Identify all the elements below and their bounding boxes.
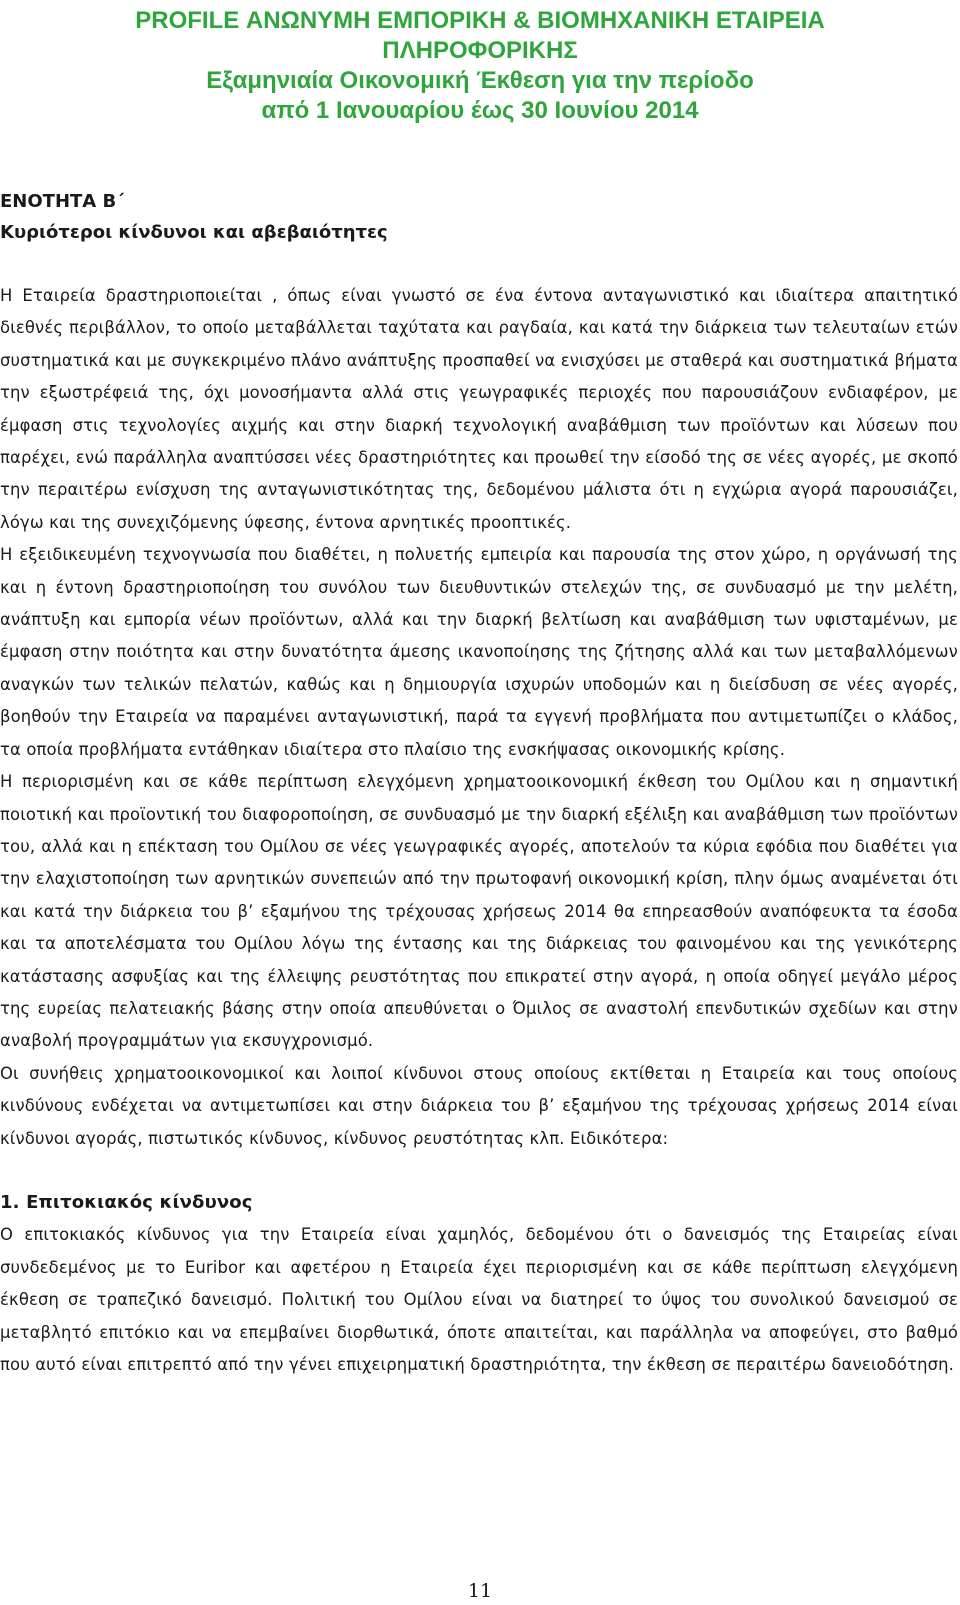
page-number: 11: [467, 1580, 493, 1602]
paragraph-know-how: Η εξειδικευμένη τεχνογνωσία που διαθέτει, η πολυετής εμπειρία και παρουσία της στον χώρο, η οργάνωσή της και η έντονη δραστηριοποίηση του συνόλου των διευθυντικών στελεχών της, σε συνδυασμό με την μελέτη, ανάπτυξη και εμπορία νέων προϊόντων, αλλά και την διαρκή βελτίωση και αναβάθμιση των υφισταμένων, με έμφαση στην ποιότητα και στην δυνατότητα άμεσης ικανοποίησης της ζήτησης αλλά και των μεταβαλλόμενων αναγκών των τελικών πελατών, καθώς και η δημιουργία ισχυρών υποδομών και η διείσδυση σε νέες αγορές, βοηθούν την Εταιρεία να παραμένει ανταγωνιστική, παρά τα εγγενή προβλήματα που αντιμετωπίζει ο κλάδος, τα οποία προβλήματα εντάθηκαν ιδιαίτερα στο πλαίσιο της ενσκήψασας οικονομικής κρίσης.: [0, 545, 958, 759]
subsection-title: 1. Επιτοκιακός κίνδυνος: [0, 1191, 253, 1213]
spacer: [0, 1155, 958, 1187]
paragraph-financial-exposure: Η περιορισμένη και σε κάθε περίπτωση ελεγχόμενη χρηματοοικονομική έκθεση του Ομίλου και η σημαντική ποιοτική και προϊοντική του διαφοροποίηση, σε συνδυασμό με την διαρκή εξέλιξη και αναβάθμιση των προϊόντων του, αλλά και η επέκταση του Ομίλου σε νέες γεωγραφικές αγορές, αποτελούν τα κύρια εφόδια που διαθέτει για την ελαχιστοποίηση των αρνητικών συνεπειών από την πρωτοφανή οικονομική κρίση, πλην όμως αναμένεται ότι και κατά την διάρκεια του β’ εξαμήνου της τρέχουσας χρήσεως 2014 θα επηρεασθούν αναπόφευκτα τα έσοδα και τα αποτελέσματα του Ομίλου λόγω της έντασης και της διάρκειας του φαινομένου και της γενικότερης κατάστασης ασφυξίας και της έλλειψης ρευστότητας που επικρατεί στην αγορά, η οποία οδηγεί μεγάλο μέρος της ευρείας πελατειακής βάσης στην οποία απευθύνεται ο Όμιλος σε αναστολή επενδυτικών σχεδίων και στην αναβολή προγραμμάτων για εκσυγχρονισμό.: [0, 772, 958, 1051]
document-header: [60, 6, 900, 126]
section-heading: [0, 186, 388, 248]
paragraph-interest-rate-risk: Ο επιτοκιακός κίνδυνος για την Εταιρεία είναι χαμηλός, δεδομένου ότι ο δανεισμός της Εταιρείας είναι συνδεδεμένος με το Euribor και αφετέρου η Εταιρεία έχει περιορισμένη και σε κάθε περίπτωση ελεγχόμενη έκθεση σε τραπεζικό δανεισμό. Πολιτική του Ομίλου είναι να διατηρεί το ύψος του συνολικού δανεισμού σε μεταβλητό επιτόκιο και να επεμβαίνει διορθωτικά, όποτε απαιτείται, και παράλληλα να αποφεύγει, στο βαθμό που αυτό είναι επιτρεπτό από την γένει επιχειρηματική δραστηριότητα, την έκθεση σε περαιτέρω δανειοδότηση.: [0, 1225, 958, 1374]
paragraph-competition: Η Εταιρεία δραστηριοποιείται , όπως είναι γνωστό σε ένα έντονα ανταγωνιστικό και ιδιαίτερα απαιτητικό διεθνές περιβάλλον, το οποίο μεταβάλλεται ταχύτατα και ραγδαία, και κατά την διάρκεια των τελευταίων ετών συστηματικά και με συγκεκριμένο πλάνο ανάπτυξης προσπαθεί να ενισχύσει με σταθερά και συστηματικά βήματα την εξωστρέφειά της, όχι μονοσήμαντα αλλά στις γεωγραφικές περιοχές που παρουσιάζουν ενδιαφέρον, με έμφαση στις τεχνολογίες αιχμής και στην διαρκή τεχνολογική αναβάθμιση των προϊόντων και λύσεων που παρέχει, ενώ παράλληλα αναπτύσσει νέες δραστηριότητες και προωθεί την είσοδό της σε νέες αγορές, με σκοπό την περαιτέρω ενίσχυση της ανταγωνιστικότητας της, δεδομένου μάλιστα ότι η εγχώρια αγορά παρουσιάζει, λόγω και της συνεχιζόμενης ύφεσης, έντονα αρνητικές προοπτικές.: [0, 286, 958, 532]
paragraph-risks-intro: Οι συνήθεις χρηματοοικονομικοί και λοιποί κίνδυνοι στους οποίους εκτίθεται η Εταιρεία και τους οποίους κινδύνους ενδέχεται να αντιμετωπίσει και στην διάρκεια του β’ εξαμήνου της τρέχουσας χρήσεως 2014 είναι κίνδυνοι αγοράς, πιστωτικός κίνδυνος, κίνδυνος ρευστότητας κλπ. Ειδικότερα:: [0, 1063, 958, 1148]
company-name-continued: ΠΛΗΡΟΦΟΡΙΚΗΣ: [382, 37, 578, 64]
report-period: από 1 Ιανουαρίου έως 30 Ιουνίου 2014: [261, 97, 699, 124]
document-body: [0, 280, 958, 1381]
report-title: Εξαμηνιαία Οικονομική Έκθεση για την περίοδο: [206, 67, 754, 94]
section-label: ΕΝΟΤΗΤΑ Β΄: [0, 191, 125, 212]
company-name: PROFILE ΑΝΩΝΥΜΗ ΕΜΠΟΡΙΚΗ & ΒΙΟΜΗΧΑΝΙΚΗ ΕΤΑΙΡΕΙΑ: [135, 7, 825, 34]
section-title: Κυριότεροι κίνδυνοι και αβεβαιότητες: [0, 222, 388, 243]
